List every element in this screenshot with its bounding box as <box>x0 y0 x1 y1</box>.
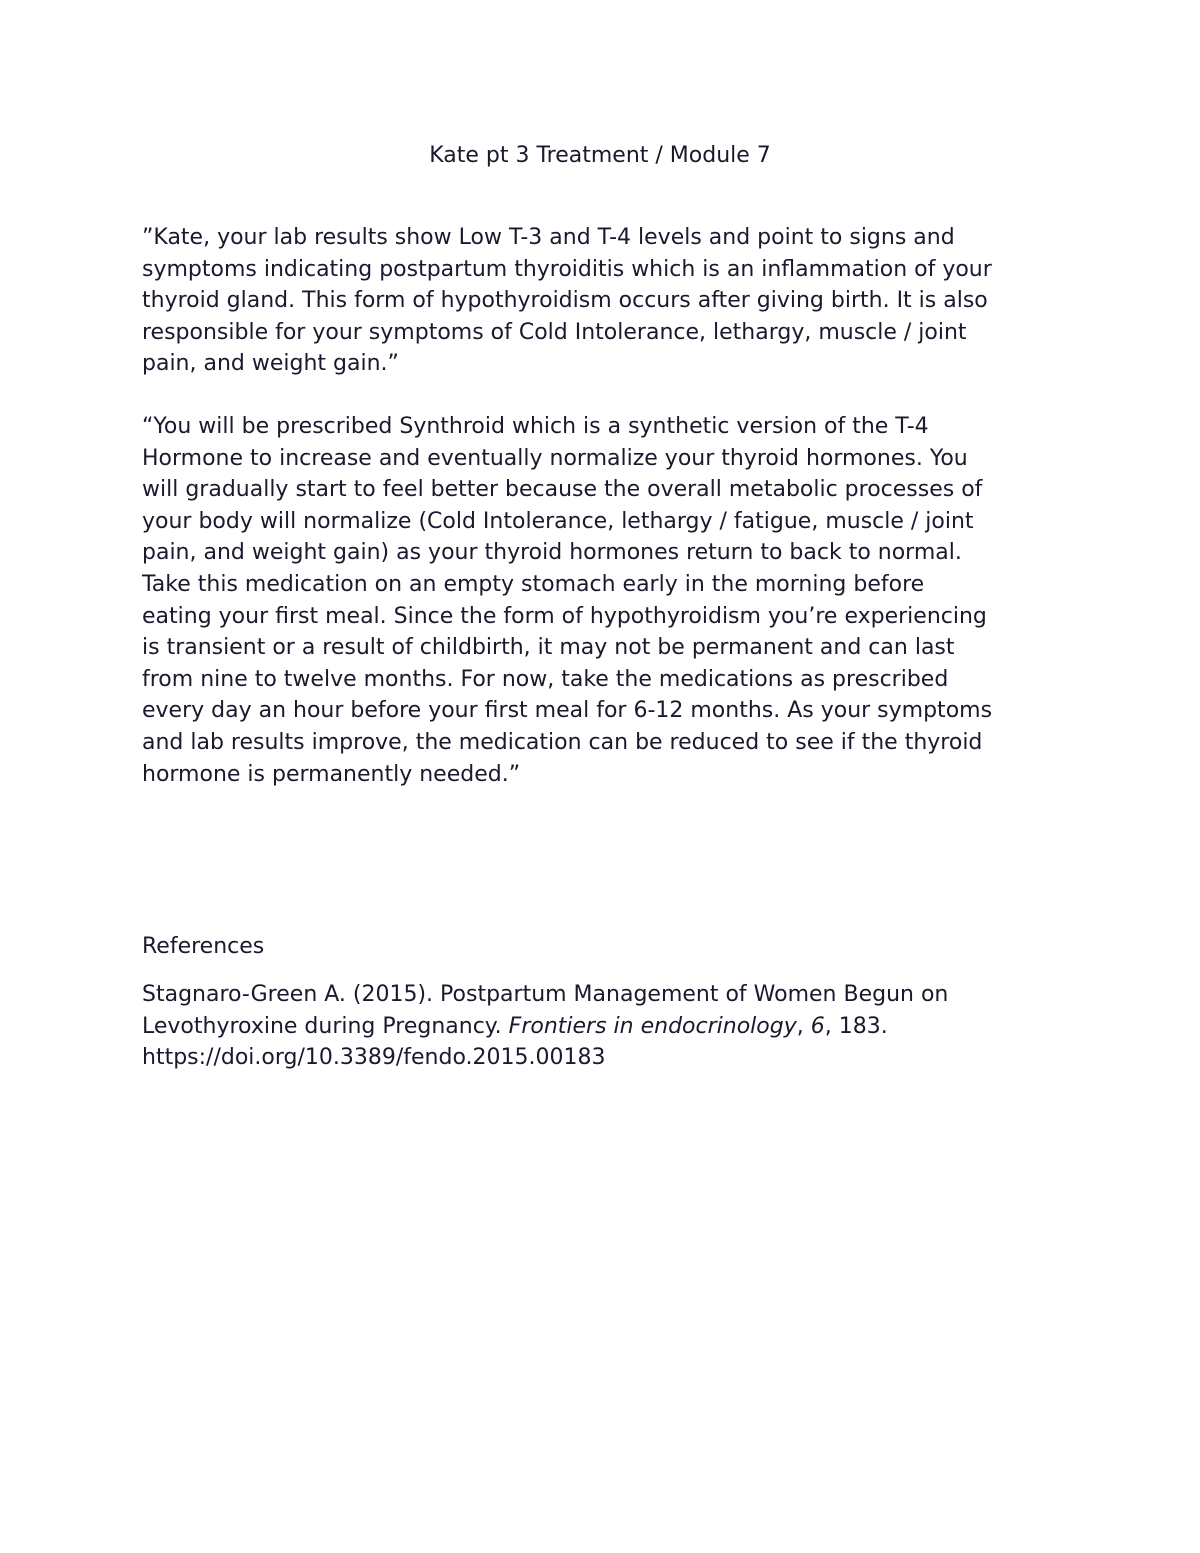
citation-journal: Frontiers in endocrinology <box>508 1013 797 1039</box>
citation-pages: , 183. <box>824 1013 888 1039</box>
citation-doi-link[interactable]: https://doi.org/10.3389/fendo.2015.00183 <box>142 1045 606 1071</box>
paragraph-treatment: “You will be prescribed Synthroid which is a synthetic version of the T-4 Hormone to increase and eventually normalize your thyroid hormones. You will gradually start to feel better because the overall metabolic processes of your body will normalize (Cold Intolerance, lethargy / fatigue, muscle / joint pain, and weight gain) as your thyroid hormones return to back to normal. Take this medication on an empty stomach early in the morning before eating your first meal. Since the form of hypothyroidism you’re experiencing is transient or a result of childbirth, it may not be permanent and can last from nine to twelve months. For now, take the medications as prescribed every day an hour before your first meal for 6-12 months. As your symptoms and lab results improve, the medication can be reduced to see if the thyroid hormone is permanently needed.” <box>142 414 993 787</box>
references-heading: References <box>142 934 265 959</box>
citation-authors-title: Stagnaro-Green A. (2015). Postpartum Management of Women Begun on Levothyroxine during Pregnancy. <box>142 982 949 1039</box>
citation-separator: , <box>796 1013 811 1039</box>
citation-volume: 6 <box>810 1013 825 1039</box>
reference-citation <box>142 979 1072 1074</box>
document-title: Kate pt 3 Treatment / Module 7 <box>429 143 771 168</box>
paragraph-diagnosis: ”Kate, your lab results show Low T-3 and T-4 levels and point to signs and symptoms indicating postpartum thyroiditis which is an inflammation of your thyroid gland. This form of hypothyroidism occurs after giving birth. It is also responsible for your symptoms of Cold Intolerance, lethargy, muscle / joint pain, and weight gain.” <box>142 225 992 377</box>
